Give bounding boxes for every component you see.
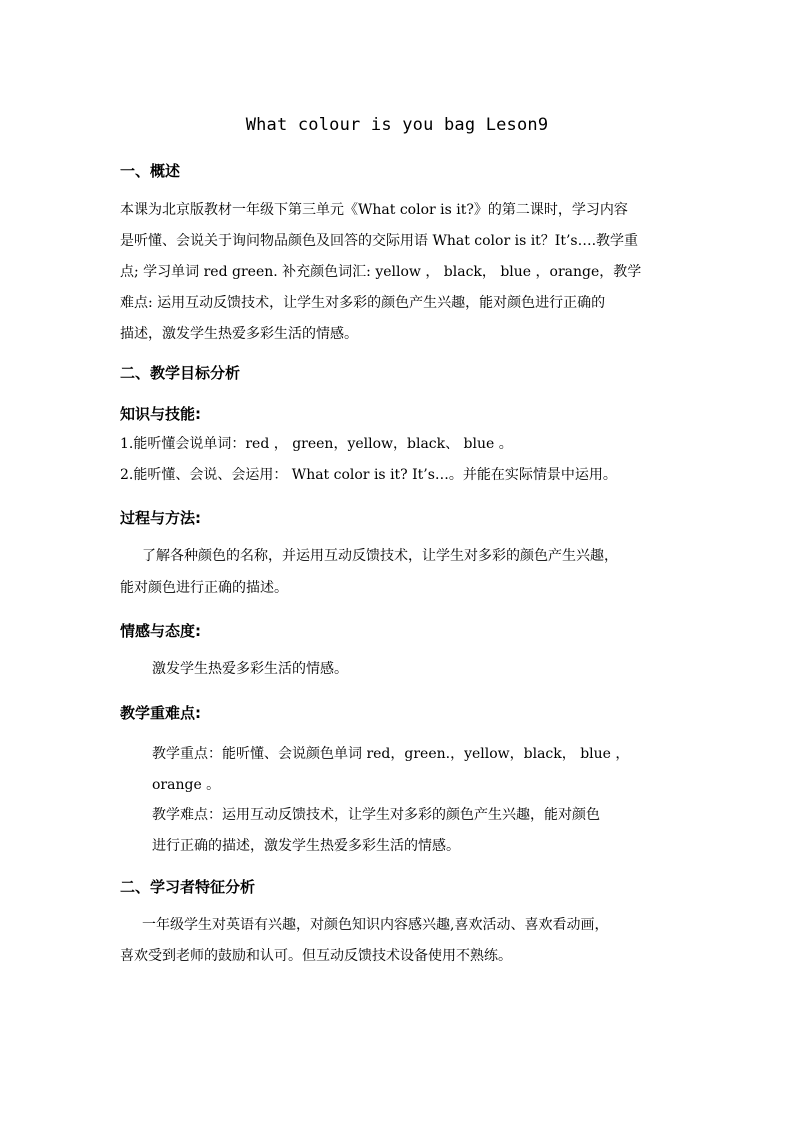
keypoints-line: 教学重点：能听懂、会说颜色单词 red，green.，yellow，black， blue ， <box>152 746 630 762</box>
attitude-heading: 情感与态度: <box>120 622 201 640</box>
keypoints-line: 教学难点：运用互动反馈技术，让学生对多彩的颜色产生兴趣，能对颜色 <box>152 807 600 823</box>
overview-heading: 一、概述 <box>120 162 181 180</box>
learner-line: 一年级学生对英语有兴趣，对颜色知识内容感兴趣,喜欢活动、喜欢看动画， <box>142 917 609 933</box>
keypoints-line: 进行正确的描述，激发学生热爱多彩生活的情感。 <box>152 838 460 854</box>
keypoints-line: orange 。 <box>152 777 221 793</box>
knowledge-heading: 知识与技能: <box>120 405 201 423</box>
learner-heading: 二、学习者特征分析 <box>120 878 256 896</box>
keypoints-heading: 教学重难点: <box>120 704 201 722</box>
learner-line: 喜欢受到老师的鼓励和认可。但互动反馈技术设备使用不熟练。 <box>120 948 512 964</box>
overview-line: 描述，激发学生热爱多彩生活的情感。 <box>120 326 358 342</box>
overview-line: 本课为北京版教材一年级下第三单元《What color is it?》的第二课时，学习内容 <box>120 202 628 218</box>
overview-line: 难点: 运用互动反馈技术，让学生对多彩的颜色产生兴趣，能对颜色进行正确的 <box>120 295 606 311</box>
goals-heading: 二、教学目标分析 <box>120 364 241 382</box>
process-line: 了解各种颜色的名称，并运用互动反馈技术，让学生对多彩的颜色产生兴趣， <box>142 548 618 564</box>
overview-line: 点; 学习单词 red green. 补充颜色词汇: yellow ， black， blue ，orange，教学 <box>120 264 642 280</box>
document-title: What colour is you bag Leson9 <box>245 115 549 135</box>
process-heading: 过程与方法: <box>120 509 201 527</box>
knowledge-line: 1.能听懂会说单词：red ， green，yellow，black、 blue 。 <box>120 436 513 452</box>
attitude-line: 激发学生热爱多彩生活的情感。 <box>152 661 348 677</box>
process-line: 能对颜色进行正确的描述。 <box>120 580 288 596</box>
overview-line: 是听懂、会说关于询问物品颜色及回答的交际用语 What color is it？It’s….教学重 <box>120 233 639 249</box>
knowledge-line: 2.能听懂、会说、会运用： What color is it? It’s…。并能在实际情景中运用。 <box>120 467 617 483</box>
